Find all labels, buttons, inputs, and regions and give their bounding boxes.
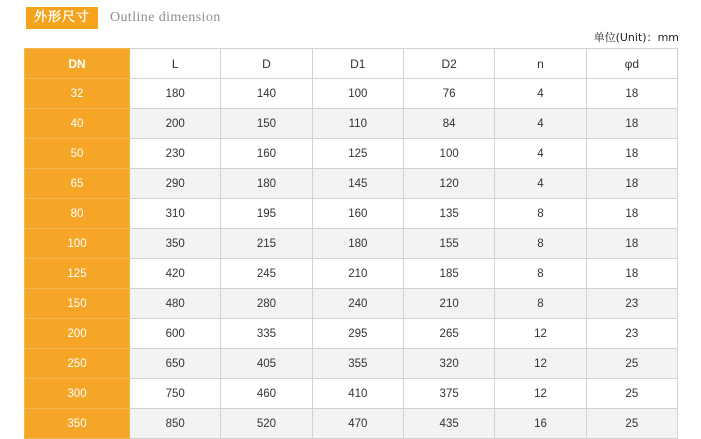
cell-dn: 150 (25, 289, 130, 319)
cell-d1: 355 (312, 349, 403, 379)
table-row (25, 259, 678, 289)
cell-d2: 120 (403, 169, 494, 199)
dimension-table (24, 48, 678, 439)
cell-d1: 470 (312, 409, 403, 439)
table-row (25, 229, 678, 259)
table-row (25, 79, 678, 109)
cell-dn: 100 (25, 229, 130, 259)
page-title-cn: 外形尺寸 (26, 7, 98, 29)
table-head (25, 49, 678, 79)
cell-dn: 125 (25, 259, 130, 289)
cell-dn: 40 (25, 109, 130, 139)
column-header-l: L (130, 49, 221, 79)
cell-l: 850 (130, 409, 221, 439)
cell-dn: 32 (25, 79, 130, 109)
table-row (25, 349, 678, 379)
cell-n: 4 (495, 169, 586, 199)
unit-note: 单位(Unit)：mm (593, 31, 679, 44)
cell-d2: 84 (403, 109, 494, 139)
cell-phi-d: 18 (586, 169, 677, 199)
cell-d1: 145 (312, 169, 403, 199)
cell-d: 160 (221, 139, 312, 169)
cell-n: 4 (495, 109, 586, 139)
table-body (25, 79, 678, 439)
cell-d2: 320 (403, 349, 494, 379)
cell-d: 335 (221, 319, 312, 349)
cell-d: 180 (221, 169, 312, 199)
cell-d: 195 (221, 199, 312, 229)
cell-d1: 210 (312, 259, 403, 289)
column-header-d2: D2 (403, 49, 494, 79)
column-header-phi-d: φd (586, 49, 677, 79)
cell-d2: 375 (403, 379, 494, 409)
cell-l: 420 (130, 259, 221, 289)
cell-d2: 135 (403, 199, 494, 229)
cell-d: 215 (221, 229, 312, 259)
cell-n: 8 (495, 199, 586, 229)
cell-d2: 435 (403, 409, 494, 439)
cell-l: 480 (130, 289, 221, 319)
cell-dn: 350 (25, 409, 130, 439)
cell-d1: 180 (312, 229, 403, 259)
cell-l: 230 (130, 139, 221, 169)
cell-n: 4 (495, 79, 586, 109)
cell-dn: 50 (25, 139, 130, 169)
table-row (25, 199, 678, 229)
cell-d2: 100 (403, 139, 494, 169)
cell-d2: 210 (403, 289, 494, 319)
dimension-table-wrap (24, 48, 678, 439)
table-row (25, 169, 678, 199)
cell-d2: 185 (403, 259, 494, 289)
cell-l: 350 (130, 229, 221, 259)
cell-d1: 410 (312, 379, 403, 409)
cell-phi-d: 25 (586, 409, 677, 439)
cell-d1: 160 (312, 199, 403, 229)
cell-phi-d: 25 (586, 379, 677, 409)
cell-dn: 200 (25, 319, 130, 349)
cell-n: 8 (495, 229, 586, 259)
cell-dn: 250 (25, 349, 130, 379)
cell-n: 12 (495, 319, 586, 349)
cell-n: 8 (495, 289, 586, 319)
cell-n: 16 (495, 409, 586, 439)
table-row (25, 379, 678, 409)
cell-phi-d: 18 (586, 229, 677, 259)
cell-l: 600 (130, 319, 221, 349)
column-header-d1: D1 (312, 49, 403, 79)
cell-d1: 295 (312, 319, 403, 349)
cell-d1: 100 (312, 79, 403, 109)
cell-l: 750 (130, 379, 221, 409)
column-header-n: n (495, 49, 586, 79)
cell-d: 280 (221, 289, 312, 319)
cell-phi-d: 18 (586, 79, 677, 109)
table-row (25, 409, 678, 439)
cell-d2: 76 (403, 79, 494, 109)
cell-phi-d: 23 (586, 319, 677, 349)
cell-d1: 240 (312, 289, 403, 319)
cell-dn: 65 (25, 169, 130, 199)
table-row (25, 289, 678, 319)
cell-d: 405 (221, 349, 312, 379)
cell-d: 140 (221, 79, 312, 109)
cell-d1: 110 (312, 109, 403, 139)
cell-d: 150 (221, 109, 312, 139)
cell-n: 12 (495, 349, 586, 379)
column-header-dn: DN (25, 49, 130, 79)
cell-d: 460 (221, 379, 312, 409)
cell-n: 12 (495, 379, 586, 409)
cell-phi-d: 18 (586, 199, 677, 229)
cell-phi-d: 18 (586, 259, 677, 289)
page-title-en: Outline dimension (110, 10, 221, 25)
cell-l: 180 (130, 79, 221, 109)
cell-phi-d: 18 (586, 139, 677, 169)
table-row (25, 319, 678, 349)
cell-phi-d: 23 (586, 289, 677, 319)
cell-n: 8 (495, 259, 586, 289)
table-header-row (25, 49, 678, 79)
cell-l: 310 (130, 199, 221, 229)
cell-l: 200 (130, 109, 221, 139)
cell-d2: 265 (403, 319, 494, 349)
table-row (25, 109, 678, 139)
cell-dn: 300 (25, 379, 130, 409)
cell-dn: 80 (25, 199, 130, 229)
cell-d: 520 (221, 409, 312, 439)
cell-phi-d: 25 (586, 349, 677, 379)
cell-l: 290 (130, 169, 221, 199)
cell-l: 650 (130, 349, 221, 379)
cell-phi-d: 18 (586, 109, 677, 139)
cell-d2: 155 (403, 229, 494, 259)
cell-d: 245 (221, 259, 312, 289)
cell-d1: 125 (312, 139, 403, 169)
column-header-d: D (221, 49, 312, 79)
cell-n: 4 (495, 139, 586, 169)
table-row (25, 139, 678, 169)
